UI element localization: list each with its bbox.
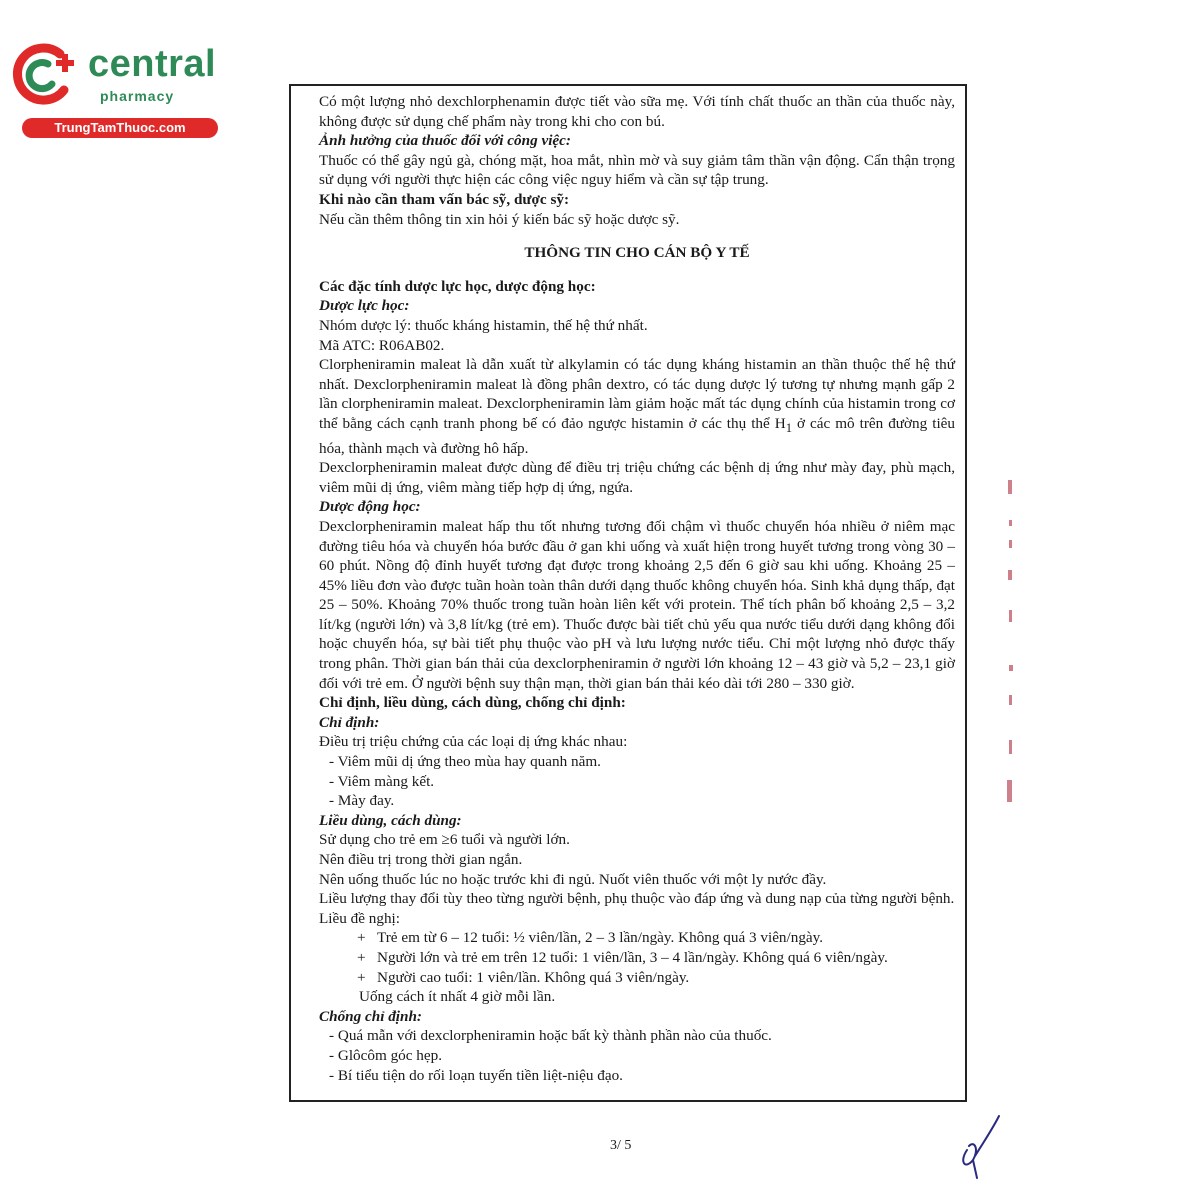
heading-pharmacokinetics: Dược động học:	[319, 498, 421, 516]
heading-work-effects: Ảnh hưởng của thuốc đối với công việc:	[319, 132, 571, 150]
list-item	[319, 928, 955, 948]
central-pharmacy-logo-icon	[10, 40, 80, 110]
pd-paragraph-1	[319, 355, 955, 458]
dose-line: Liều đề nghị:	[319, 909, 400, 927]
pd-group: Nhóm dược lý: thuốc kháng histamin, thế hệ thứ nhất.	[319, 316, 648, 334]
work-effects-paragraph: Thuốc có thể gây ngủ gà, chóng mặt, hoa mắt, nhìn mờ và suy giảm tâm thần vận động. Cẩn thận trọng sử dụng với người thực hiện các công việc nguy hiểm và cần sự tập trung.	[319, 151, 955, 189]
dose-item-text: Người lớn và trẻ em trên 12 tuổi: 1 viên/lần, 3 – 4 lần/ngày. Không quá 6 viên/ngày.	[377, 948, 888, 966]
heading-properties: Các đặc tính dược lực học, dược động học:	[319, 277, 596, 295]
logo-wordmark: central	[88, 43, 217, 85]
plus-bullet: +	[357, 929, 366, 947]
stamp-edge-icon	[1000, 480, 1020, 810]
heading-pharmacodynamics: Dược lực học:	[319, 297, 410, 315]
heading-consult: Khi nào cần tham vấn bác sỹ, dược sỹ:	[319, 190, 570, 208]
indications-intro: Điều trị triệu chứng của các loại dị ứng khác nhau:	[319, 733, 628, 751]
dose-line: Sử dụng cho trẻ em ≥6 tuổi và người lớn.	[319, 831, 570, 849]
pd-subscript: 1	[785, 420, 793, 435]
dose-note: Uống cách ít nhất 4 giờ mỗi lần.	[359, 988, 556, 1006]
list-item: - Viêm màng kết.	[329, 772, 435, 790]
document-box	[289, 84, 967, 1102]
pd-text-a: Clorpheniramin maleat là dẫn xuất từ alkylamin có tác dụng kháng histamin an thần thuộc thế hệ thứ nhất. Dexclorpheniramin maleat là đồng phân dextro, có tác dụng dược lý tương tự nhưng mạnh gấp 2 lần clorpheniramin maleat. Dexclorpheniramin làm giảm hoặc mất tác dụng chính của histamin trong cơ thể bằng cách cạnh tranh phong bế có đảo ngược histamin ở các thụ thể H	[319, 356, 955, 432]
heading-indications: Chỉ định:	[319, 713, 380, 731]
list-item: - Glôcôm góc hẹp.	[329, 1046, 443, 1064]
list-item: - Viêm mũi dị ứng theo mùa hay quanh năm.	[329, 753, 601, 771]
page-number: 3/ 5	[610, 1138, 632, 1153]
pk-paragraph: Dexclorpheniramin maleat hấp thu tốt nhưng tương đối chậm vì thuốc chuyển hóa nhiều ở niêm mạc đường tiêu hóa và chuyển hóa bước đầu ở gan khi uống và xuất hiện trong huyết tương trong vòng 30 – 60 phút. Nồng độ đỉnh huyết tương đạt được trong khoảng 2,5 đến 6 giờ sau khi uống. Khoảng 25 – 45% liều đơn vào được tuần hoàn toàn thân dưới dạng thuốc không chuyển hóa. Sinh khả dụng thấp, đạt 25 – 50%. Khoảng 70% thuốc trong tuần hoàn liên kết với protein. Thể tích phân bố khoảng 2,5 – 3,2 lít/kg (người lớn) và 3,8 lít/kg (trẻ em). Thuốc được bài tiết chủ yếu qua nước tiểu dưới dạng không đổi hoặc chuyển hóa, sự bài tiết phụ thuộc vào pH và lưu lượng nước tiểu. Chỉ một lượng nhỏ được thấy trong phân. Thời gian bán thải của dexclorpheniramin ở người lớn khoảng 12 – 43 giờ và 5,2 – 23,1 giờ đối với trẻ em. Ở người bệnh suy thận mạn, thời gian bán thải kéo dài tới 280 – 330 giờ.	[319, 517, 955, 692]
pd-paragraph-2: Dexclorpheniramin maleat được dùng để điều trị triệu chứng các bệnh dị ứng như mày đay, phù mạch, viêm mũi dị ứng, viêm màng tiếp hợp dị ứng, ngứa.	[319, 459, 955, 496]
pd-text-b: ở các mô trên đường tiêu hóa, thành mạch và đường hô hấp.	[319, 414, 955, 457]
logo-url-banner: TrungTamThuoc.com	[22, 118, 218, 138]
list-item	[319, 968, 955, 988]
consult-paragraph: Nếu cần thêm thông tin xin hỏi ý kiến bác sỹ hoặc dược sỹ.	[319, 210, 680, 228]
signature-icon	[955, 1110, 1005, 1180]
plus-bullet: +	[357, 948, 366, 966]
pd-atc: Mã ATC: R06AB02.	[319, 336, 445, 354]
dose-line: Nên uống thuốc lúc no hoặc trước khi đi ngủ. Nuốt viên thuốc với một ly nước đầy.	[319, 870, 827, 888]
heading-contraindications: Chống chỉ định:	[319, 1007, 422, 1025]
dose-item-text: Người cao tuổi: 1 viên/lần. Không quá 3 viên/ngày.	[377, 968, 690, 986]
heading-dosage: Liều dùng, cách dùng:	[319, 811, 462, 829]
list-item: - Bí tiểu tiện do rối loạn tuyến tiền liệt-niệu đạo.	[329, 1066, 623, 1084]
dose-item-text: Trẻ em từ 6 – 12 tuổi: ½ viên/lần, 2 – 3 lần/ngày. Không quá 3 viên/ngày.	[377, 929, 824, 947]
plus-bullet: +	[357, 968, 366, 986]
section-title: THÔNG TIN CHO CÁN BỘ Y TẾ	[524, 244, 750, 262]
list-item	[319, 948, 955, 968]
heading-indications-all: Chỉ định, liều dùng, cách dùng, chống chỉ định:	[319, 694, 626, 712]
logo-subtitle: pharmacy	[100, 88, 175, 104]
list-item: - Mày đay.	[329, 792, 395, 810]
brand-logo	[10, 40, 220, 140]
breastfeeding-paragraph: Có một lượng nhỏ dexchlorphenamin được tiết vào sữa mẹ. Với tính chất thuốc an thần của thuốc này, không được sử dụng chế phẩm này trong khi cho con bú.	[319, 93, 955, 130]
list-item: - Quá mẫn với dexclorpheniramin hoặc bất kỳ thành phần nào của thuốc.	[329, 1027, 772, 1045]
dose-line: Liều lượng thay đổi tùy theo từng người bệnh, phụ thuộc vào đáp ứng và dung nạp của từng người bệnh.	[319, 890, 955, 908]
dose-line: Nên điều trị trong thời gian ngắn.	[319, 851, 523, 868]
